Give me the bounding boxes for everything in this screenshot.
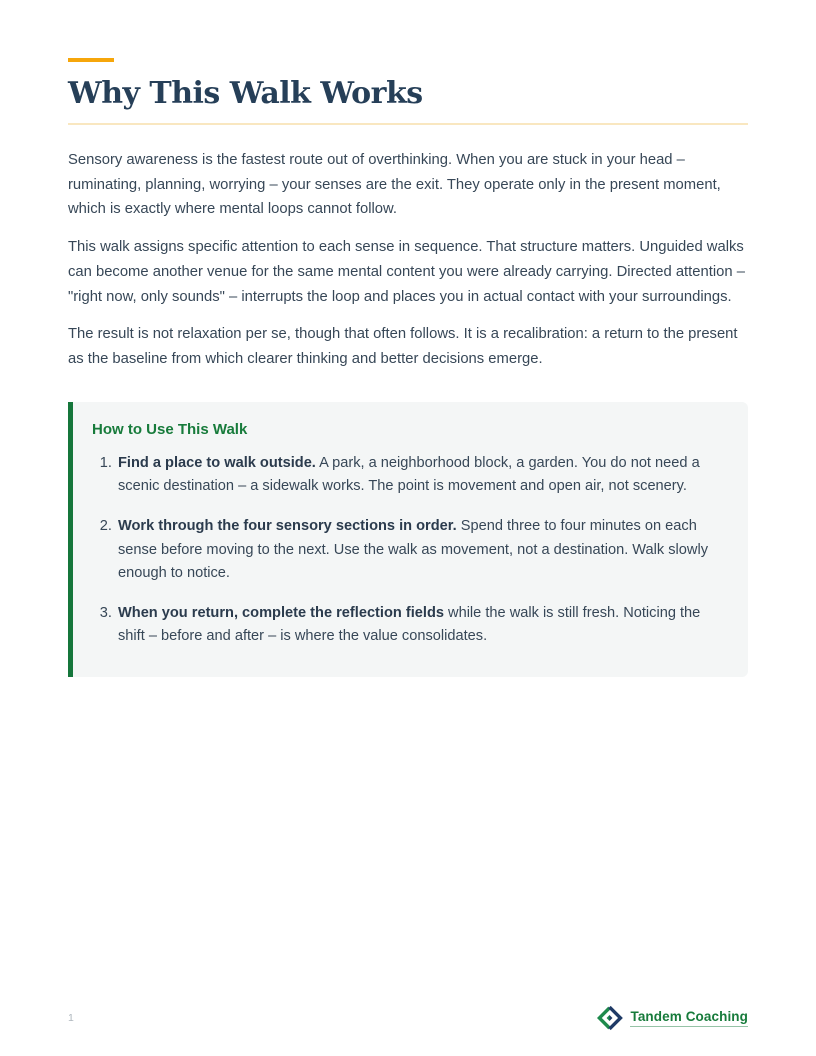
step-body-text: while the walk is still fresh. Noticing the shift – before and after – is where the value consolidates. — [118, 605, 701, 645]
paragraph: The result is not relaxation per se, though that often follows. It is a recalibration: a return to the present as the baseline from which clearer thinking and better decisions emerge. — [68, 326, 738, 367]
callout-heading: How to Use This Walk — [92, 420, 248, 438]
step-lead-text: Work through the four sensory sections in order. — [118, 518, 457, 535]
how-to-use-callout — [68, 402, 748, 677]
step-lead-text: When you return, complete the reflection fields — [118, 605, 444, 622]
brand-footer — [596, 1005, 748, 1031]
step-body-text: A park, a neighborhood block, a garden. You do not need a scenic destination – a sidewalk works. The point is movement and open air, not scenery. — [118, 454, 700, 494]
step-lead-text: Find a place to walk outside. — [118, 454, 316, 471]
page-number: 1 — [68, 1012, 74, 1024]
paragraph: This walk assigns specific attention to each sense in sequence. That structure matters. Unguided walks can become another venue for the same mental content you were already carrying. Directed attention – "right now, only sounds" – interrupts the loop and places you in actual contact with your surroundings. — [68, 239, 745, 305]
callout-step — [116, 602, 726, 649]
body-copy — [68, 148, 748, 372]
page-title: Why This Walk Works — [68, 77, 748, 125]
brand-name: Tandem Coaching — [630, 1009, 748, 1027]
title-accent-bar — [68, 58, 114, 62]
page-content — [68, 0, 748, 677]
callout-step — [116, 452, 726, 499]
callout-step — [116, 515, 726, 585]
callout-steps-list — [92, 452, 726, 649]
paragraph: Sensory awareness is the fastest route out of overthinking. When you are stuck in your head – ruminating, planning, worrying – your senses are the exit. They operate only in the present moment, which is exactly where mental loops cannot follow. — [68, 152, 721, 218]
tandem-interlocked-diamonds-icon — [596, 1005, 623, 1031]
step-body-text: Spend three to four minutes on each sense before moving to the next. Use the walk as movement, not a destination. Walk slowly enough to notice. — [118, 518, 708, 581]
